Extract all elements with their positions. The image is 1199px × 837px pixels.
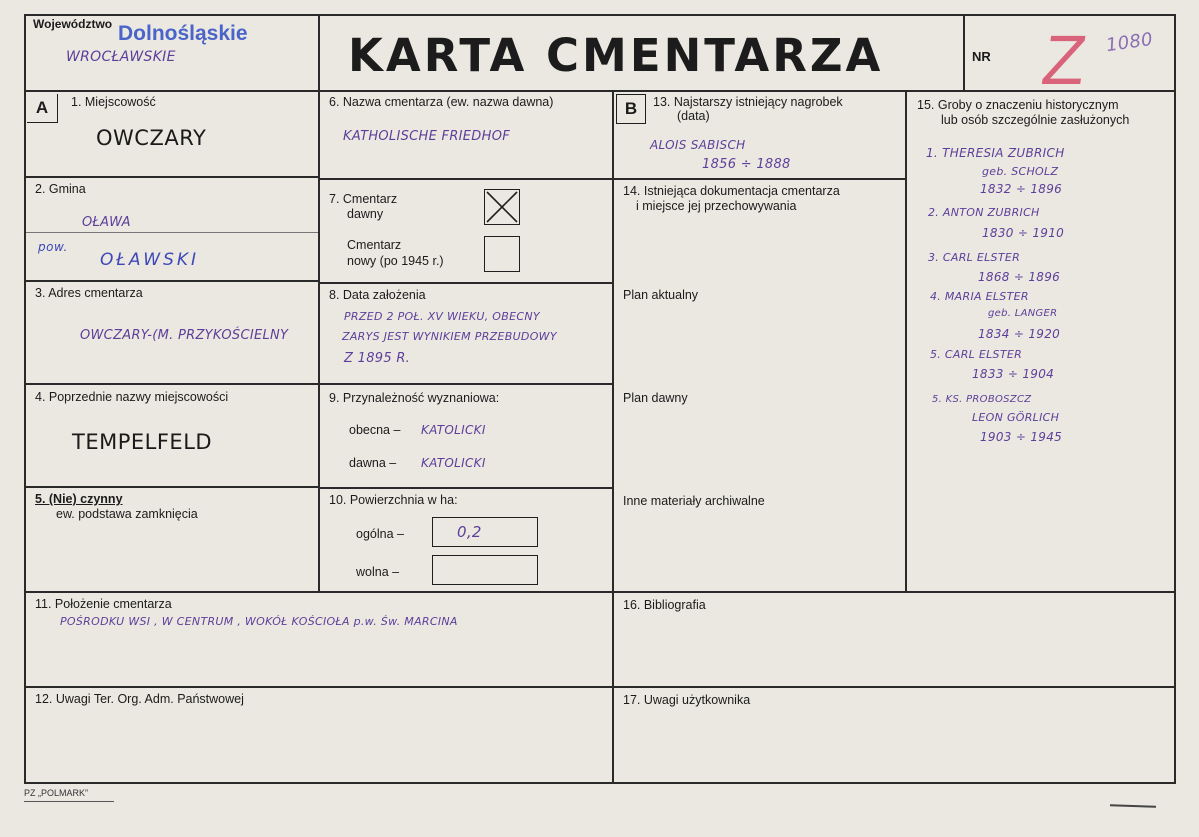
field1-label: 1. Miejscowość xyxy=(71,95,156,109)
rule-col1 xyxy=(318,90,320,592)
field7-new-checkbox[interactable] xyxy=(484,236,520,272)
section-b-marker: B xyxy=(616,94,646,124)
voivodeship-handwritten: WROCŁAWSKIE xyxy=(66,49,176,65)
grave-entry: geb. SCHOLZ xyxy=(982,165,1059,178)
grave-entry: 1903 ÷ 1945 xyxy=(980,430,1063,444)
rule-c1-c xyxy=(24,383,320,385)
rule-c2-b xyxy=(318,282,614,284)
field14-plan-current: Plan aktualny xyxy=(623,288,699,302)
rule-c3-a xyxy=(612,178,907,180)
grave-entry: 5. CARL ELSTER xyxy=(930,348,1023,361)
field10-total-label: ogólna – xyxy=(356,527,404,541)
rule-c1-a xyxy=(24,176,320,178)
grave-entry: 4. MARIA ELSTER xyxy=(930,290,1029,303)
field8-line3: Z 1895 R. xyxy=(344,351,411,366)
field7-option2-label: Cmentarz xyxy=(347,238,402,252)
field1-value: OWCZARY xyxy=(96,126,207,150)
field8-line1: PRZED 2 POŁ. XV WIEKU, OBECNY xyxy=(344,310,540,323)
rule-header-div1 xyxy=(318,14,320,92)
field10-free-label: wolna – xyxy=(356,565,400,579)
nr-letter: Z xyxy=(1037,21,1092,99)
field13-sublabel: (data) xyxy=(677,109,710,123)
field10-label: 10. Powierzchnia w ha: xyxy=(329,493,458,507)
field10-free-box[interactable] xyxy=(432,555,538,585)
rule-left xyxy=(24,14,26,784)
field2-value: OŁAWA xyxy=(82,215,131,230)
grave-entry: 5. KS. PROBOSZCZ xyxy=(932,394,1032,405)
field7-option1-sublabel: dawny xyxy=(347,207,384,221)
field16-label: 16. Bibliografia xyxy=(623,598,706,612)
rule-c2-c xyxy=(318,383,614,385)
card-title: KARTA CMENTARZA xyxy=(348,29,884,82)
checkbox-cross-icon xyxy=(485,190,519,224)
rule-top xyxy=(24,14,1175,16)
voivodeship-label: Województwo xyxy=(33,17,113,31)
rule-c1-d xyxy=(24,486,320,488)
voivodeship-stamp: Dolnośląskie xyxy=(118,22,248,45)
field10-total-value: 0,2 xyxy=(457,523,482,541)
field8-line2: ZARYS JEST WYNIKIEM PRZEBUDOWY xyxy=(342,330,557,343)
field2-pow-value: OŁAWSKI xyxy=(100,250,200,270)
field2-label: 2. Gmina xyxy=(35,182,86,196)
grave-entry: 1832 ÷ 1896 xyxy=(980,182,1063,196)
field11-label: 11. Położenie cmentarza xyxy=(35,597,172,611)
field9-former-label: dawna – xyxy=(349,456,397,470)
field9-current-label: obecna – xyxy=(349,423,401,437)
grave-entry: 3. CARL ELSTER xyxy=(928,251,1021,264)
field6-value: KATHOLISCHE FRIEDHOF xyxy=(343,129,511,144)
field14-plan-former: Plan dawny xyxy=(623,391,688,405)
field10-total-box[interactable] xyxy=(432,517,538,547)
rule-header-div2 xyxy=(963,14,965,92)
footer-underline xyxy=(24,801,114,802)
rule-c1-b xyxy=(24,280,320,282)
field13-label: 13. Najstarszy istniejący nagrobek xyxy=(653,95,843,109)
field4-value: TEMPELFELD xyxy=(72,430,213,454)
field11-value: POŚRODKU WSI , W CENTRUM , WOKÓŁ KOŚCIOŁA p.w. Św. MARCINA xyxy=(60,615,458,628)
field7-option1-label: 7. Cmentarz xyxy=(329,192,398,206)
field9-former-value: KATOLICKI xyxy=(421,456,486,470)
rule-c1-gmina-mid xyxy=(26,232,318,233)
field14-other-materials: Inne materiały archiwalne xyxy=(623,494,765,508)
nr-label: NR xyxy=(972,49,991,64)
nr-number: 1080 xyxy=(1104,28,1155,57)
field17-label: 17. Uwagi użytkownika xyxy=(623,693,751,707)
rule-c2-a xyxy=(318,178,614,180)
rule-col2 xyxy=(612,90,614,784)
field15-label: 15. Groby o znaczeniu historycznym xyxy=(917,98,1119,112)
field6-label: 6. Nazwa cmentarza (ew. nazwa dawna) xyxy=(329,95,554,109)
field9-label: 9. Przynależność wyznaniowa: xyxy=(329,391,500,405)
footer-dash xyxy=(1110,804,1156,808)
field2-pow-prefix: pow. xyxy=(38,240,68,254)
field5-label: 5. (Nie) czynny xyxy=(35,492,123,506)
rule-section12-top xyxy=(24,686,1175,688)
field4-label: 4. Poprzednie nazwy miejscowości xyxy=(35,390,229,404)
grave-entry: geb. LANGER xyxy=(988,308,1058,319)
field7-option2-sublabel: nowy (po 1945 r.) xyxy=(347,254,444,268)
grave-entry: LEON GÖRLICH xyxy=(972,411,1060,424)
rule-col3 xyxy=(905,90,907,592)
field7-old-checkbox[interactable] xyxy=(484,189,520,225)
grave-entry: 1834 ÷ 1920 xyxy=(978,327,1061,341)
field9-current-value: KATOLICKI xyxy=(421,423,486,437)
rule-c2-d xyxy=(318,487,614,489)
field3-value: OWCZARY-(M. PRZYKOŚCIELNY xyxy=(80,328,289,343)
grave-entry: 2. ANTON ZUBRICH xyxy=(928,206,1040,219)
field5-sublabel: ew. podstawa zamknięcia xyxy=(56,507,198,521)
grave-entry: 1830 ÷ 1910 xyxy=(982,226,1065,240)
rule-header-bottom xyxy=(24,90,1175,92)
rule-right xyxy=(1174,14,1176,784)
section-a-marker: A xyxy=(27,94,58,123)
printer-mark: PZ „POLMARK” xyxy=(24,788,89,798)
field8-label: 8. Data założenia xyxy=(329,288,426,302)
field15-entries xyxy=(908,140,1174,590)
rule-bottom xyxy=(24,782,1175,784)
field13-value-dates: 1856 ÷ 1888 xyxy=(702,157,791,172)
field15-sublabel: lub osób szczególnie zasłużonych xyxy=(941,113,1130,127)
field14-label: 14. Istniejąca dokumentacja cmentarza xyxy=(623,184,840,198)
field12-label: 12. Uwagi Ter. Org. Adm. Państwowej xyxy=(35,692,244,706)
field14-sublabel: i miejsce jej przechowywania xyxy=(636,199,797,213)
field3-label: 3. Adres cmentarza xyxy=(35,286,143,300)
grave-entry: 1868 ÷ 1896 xyxy=(978,270,1061,284)
field13-value-name: ALOIS SABISCH xyxy=(650,138,746,152)
grave-entry: 1833 ÷ 1904 xyxy=(972,367,1055,381)
grave-entry: 1. THERESIA ZUBRICH xyxy=(926,146,1065,160)
rule-section11-top xyxy=(24,591,1175,593)
